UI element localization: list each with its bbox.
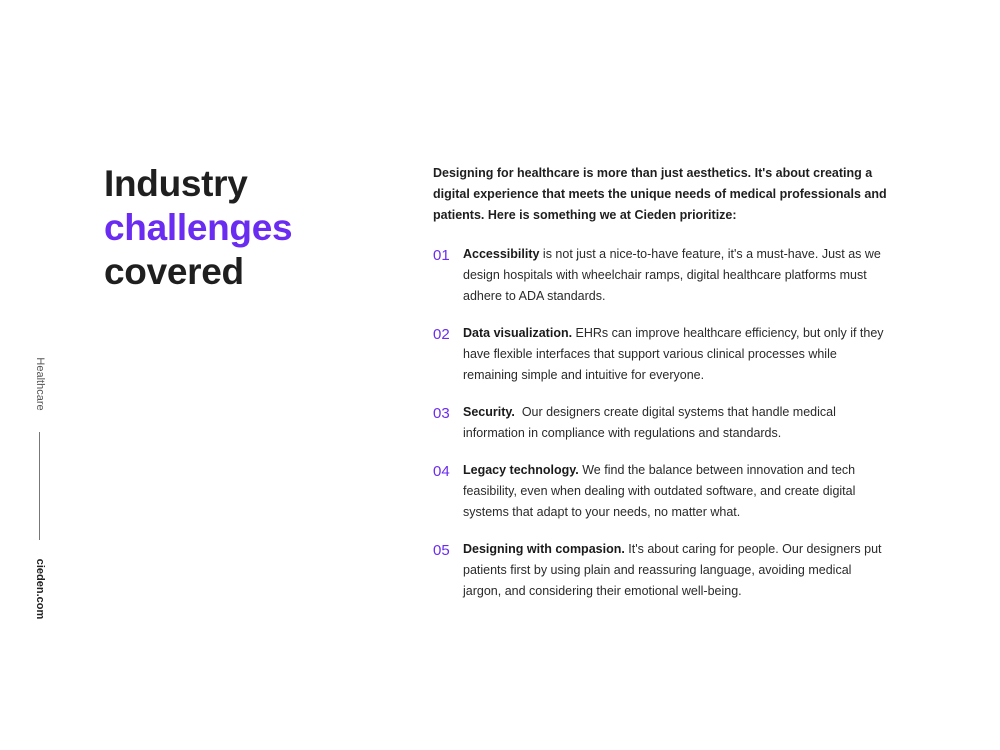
item-title: Legacy technology. bbox=[463, 463, 579, 477]
item-number: 05 bbox=[433, 542, 450, 559]
list-item bbox=[433, 460, 893, 523]
item-number: 04 bbox=[433, 463, 450, 480]
item-title: Security. bbox=[463, 405, 515, 419]
item-body: We find the balance between innovation and tech feasibility, even when dealing with outdated software, and create digital systems that adapt to your needs, no matter what. bbox=[463, 463, 856, 519]
list-item bbox=[433, 244, 893, 307]
item-text bbox=[463, 402, 893, 444]
section-label: Healthcare bbox=[34, 357, 46, 411]
content-column bbox=[433, 163, 893, 618]
list-item bbox=[433, 323, 893, 386]
title-line-1: Industry bbox=[104, 163, 248, 204]
title-line-2: challenges bbox=[104, 207, 293, 248]
item-body: It's about caring for people. Our designers put patients first by using plain and reassuring language, avoiding medical jargon, and considering their emotional well-being. bbox=[463, 542, 882, 598]
list-item bbox=[433, 402, 893, 444]
item-title: Designing with compasion. bbox=[463, 542, 625, 556]
divider-line bbox=[39, 432, 40, 540]
item-number: 02 bbox=[433, 326, 450, 343]
item-body: Our designers create digital systems that handle medical information in compliance with regulations and standards. bbox=[463, 405, 840, 440]
item-text bbox=[463, 323, 893, 386]
list-item bbox=[433, 539, 893, 602]
page-title bbox=[104, 162, 292, 294]
item-number: 03 bbox=[433, 405, 450, 422]
brand-link[interactable]: cieden.com bbox=[34, 558, 46, 620]
item-body: EHRs can improve healthcare efficiency, but only if they have flexible interfaces that support various clinical processes while remaining simple and intuitive for everyone. bbox=[463, 326, 884, 382]
item-body: is not just a nice-to-have feature, it's a must-have. Just as we design hospitals with wheelchair ramps, digital healthcare platforms must adhere to ADA standards. bbox=[463, 247, 881, 303]
item-text bbox=[463, 244, 893, 307]
item-text bbox=[463, 460, 893, 523]
title-line-3: covered bbox=[104, 251, 244, 292]
item-text bbox=[463, 539, 893, 602]
item-title: Accessibility bbox=[463, 247, 540, 261]
intro-paragraph: Designing for healthcare is more than just aesthetics. It's about creating a digital experience that meets the unique needs of medical professionals and patients. Here is something we at Cieden prioritize: bbox=[433, 166, 887, 222]
item-number: 01 bbox=[433, 247, 450, 264]
item-title: Data visualization. bbox=[463, 326, 573, 340]
